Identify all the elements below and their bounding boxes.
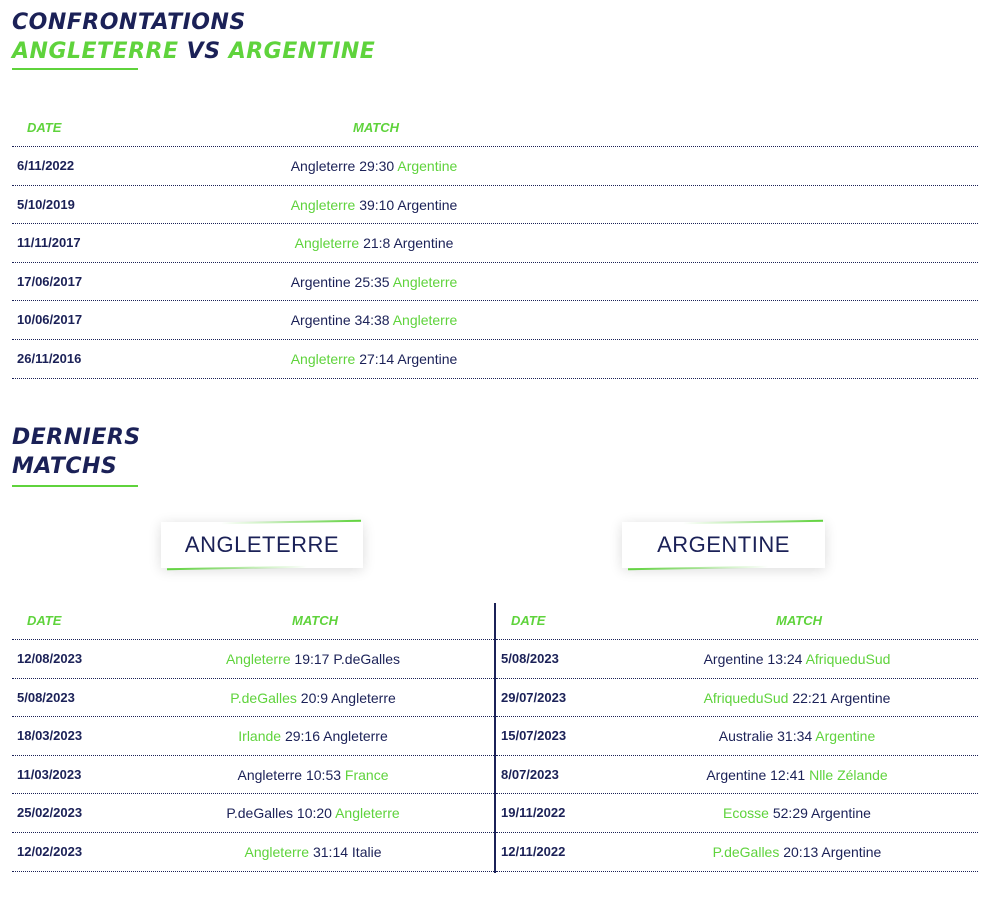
score: 27:14 bbox=[359, 350, 395, 367]
match-result bbox=[245, 833, 382, 871]
match-date: 6/11/2022 bbox=[17, 158, 75, 173]
score: 29:16 bbox=[284, 728, 321, 745]
date-header: DATE bbox=[511, 613, 546, 628]
match-date: 12/02/2023 bbox=[17, 843, 83, 859]
home-team: Argentine bbox=[290, 312, 351, 329]
match-date: 29/07/2023 bbox=[501, 689, 567, 705]
team-name-argentine: ARGENTINE bbox=[657, 532, 790, 557]
table-row bbox=[12, 833, 494, 872]
angleterre-matches-table bbox=[12, 602, 494, 872]
table-body bbox=[12, 147, 978, 379]
derniers-title bbox=[12, 423, 141, 481]
score: 34:38 bbox=[354, 312, 390, 329]
home-team: P.deGalles bbox=[226, 805, 294, 822]
title-vs: VS bbox=[186, 39, 221, 64]
table-row bbox=[12, 794, 494, 833]
table-row bbox=[12, 640, 494, 679]
table-row bbox=[496, 640, 978, 679]
derniers-title-line1: DERNIERS bbox=[12, 425, 141, 450]
match-date: 5/08/2023 bbox=[501, 651, 559, 666]
home-team: Australie bbox=[718, 728, 774, 745]
date-header: DATE bbox=[27, 613, 62, 628]
match-result bbox=[238, 717, 387, 755]
team-name-angleterre: ANGLETERRE bbox=[184, 532, 340, 557]
match-date: 19/11/2022 bbox=[501, 805, 566, 821]
match-date: 12/11/2022 bbox=[501, 843, 566, 859]
score: 19:17 bbox=[294, 651, 330, 667]
home-team: P.deGalles bbox=[230, 689, 297, 706]
away-team: Argentine bbox=[815, 728, 876, 745]
match-date: 12/08/2023 bbox=[17, 651, 83, 666]
match-result bbox=[723, 794, 871, 832]
away-team: Argentine bbox=[811, 805, 871, 822]
card-accent-bottom bbox=[167, 566, 307, 570]
score: 20:13 bbox=[783, 843, 819, 860]
match-result bbox=[238, 756, 389, 794]
table-row bbox=[12, 717, 494, 756]
table-row bbox=[496, 756, 978, 795]
title-team2: ARGENTINE bbox=[228, 39, 376, 64]
away-team: AfriqueduSud bbox=[805, 651, 891, 667]
match-date: 11/03/2023 bbox=[17, 766, 82, 782]
away-team: Nlle Zélande bbox=[809, 766, 888, 783]
match-result bbox=[713, 833, 882, 871]
match-date: 5/08/2023 bbox=[17, 689, 75, 705]
away-team: Angleterre bbox=[392, 273, 458, 290]
table-row bbox=[12, 756, 494, 795]
away-team: Italie bbox=[351, 843, 382, 860]
table-body bbox=[496, 640, 978, 872]
table-row bbox=[496, 679, 978, 718]
match-header: MATCH bbox=[292, 613, 338, 628]
derniers-title-line2: MATCHS bbox=[12, 454, 118, 479]
away-team: Angleterre bbox=[323, 728, 388, 745]
table-header bbox=[12, 602, 494, 640]
home-team: Argentine bbox=[706, 766, 767, 783]
team-card-angleterre bbox=[161, 522, 363, 568]
match-result bbox=[706, 756, 887, 794]
confrontations-title-line1: CONFRONTATIONS bbox=[12, 10, 246, 35]
table-row bbox=[12, 301, 978, 340]
match-result bbox=[291, 263, 458, 301]
table-header bbox=[496, 602, 978, 640]
score: 22:21 bbox=[792, 689, 828, 706]
score: 21:8 bbox=[363, 235, 391, 252]
home-team: Angleterre bbox=[294, 235, 360, 252]
match-result bbox=[291, 186, 458, 224]
table-row bbox=[12, 679, 494, 718]
match-result bbox=[291, 147, 458, 185]
match-result bbox=[295, 224, 454, 262]
score: 25:35 bbox=[354, 273, 390, 290]
home-team: Angleterre bbox=[244, 843, 310, 860]
home-team: P.deGalles bbox=[712, 843, 780, 860]
table-row bbox=[496, 717, 978, 756]
match-date: 17/06/2017 bbox=[17, 273, 83, 289]
match-date: 5/10/2019 bbox=[17, 196, 75, 212]
table-header bbox=[12, 109, 978, 147]
match-date: 11/11/2017 bbox=[17, 235, 81, 251]
score: 31:34 bbox=[777, 728, 813, 745]
away-team: Argentine bbox=[397, 158, 458, 174]
home-team: Ecosse bbox=[723, 805, 769, 822]
confrontations-title-underline bbox=[12, 68, 138, 70]
home-team: AfriqueduSud bbox=[703, 689, 789, 706]
home-team: Argentine bbox=[290, 273, 351, 290]
card-accent-top bbox=[683, 520, 823, 524]
match-result bbox=[291, 340, 458, 378]
table-row bbox=[12, 147, 978, 186]
home-team: Angleterre bbox=[237, 766, 303, 783]
score: 31:14 bbox=[312, 843, 349, 860]
home-team: Angleterre bbox=[290, 350, 356, 367]
match-date: 15/07/2023 bbox=[501, 728, 567, 744]
confrontations-title bbox=[12, 8, 375, 66]
score: 39:10 bbox=[359, 196, 395, 213]
score: 10:53 bbox=[305, 766, 342, 783]
away-team: Argentine bbox=[393, 235, 454, 252]
home-team: Irlande bbox=[238, 728, 282, 745]
match-header: MATCH bbox=[776, 613, 822, 628]
card-accent-bottom bbox=[628, 566, 768, 570]
score: 20:9 bbox=[300, 689, 329, 706]
table-row bbox=[12, 186, 978, 225]
away-team: Argentine bbox=[397, 196, 458, 213]
score: 12:41 bbox=[770, 766, 806, 783]
argentine-matches-table bbox=[496, 602, 978, 872]
score: 52:29 bbox=[772, 805, 808, 822]
match-header: MATCH bbox=[353, 120, 399, 135]
match-result bbox=[704, 640, 891, 678]
table-row bbox=[12, 340, 978, 379]
home-team: Angleterre bbox=[290, 158, 356, 174]
team-card-argentine bbox=[622, 522, 825, 568]
match-result bbox=[291, 301, 458, 339]
card-accent-top bbox=[221, 520, 361, 524]
match-date: 26/11/2016 bbox=[17, 350, 82, 366]
match-result bbox=[226, 640, 400, 678]
match-date: 25/02/2023 bbox=[17, 805, 83, 821]
confrontations-title-line2 bbox=[12, 37, 375, 66]
match-result bbox=[719, 717, 875, 755]
table-row bbox=[12, 224, 978, 263]
score: 29:30 bbox=[359, 158, 395, 174]
match-date: 18/03/2023 bbox=[17, 728, 83, 744]
score: 13:24 bbox=[767, 651, 803, 667]
away-team: Angleterre bbox=[331, 689, 396, 706]
away-team: Argentine bbox=[830, 689, 891, 706]
table-body bbox=[12, 640, 494, 872]
table-row bbox=[496, 833, 978, 872]
home-team: Angleterre bbox=[225, 651, 291, 667]
home-team: Angleterre bbox=[290, 196, 356, 213]
away-team: P.deGalles bbox=[333, 651, 401, 667]
match-result bbox=[230, 679, 396, 717]
table-row bbox=[496, 794, 978, 833]
match-result bbox=[226, 794, 399, 832]
match-date: 10/06/2017 bbox=[17, 312, 83, 328]
home-team: Argentine bbox=[703, 651, 764, 667]
away-team: France bbox=[344, 766, 389, 783]
table-row bbox=[12, 263, 978, 302]
away-team: Argentine bbox=[397, 350, 458, 367]
date-header: DATE bbox=[27, 120, 62, 135]
away-team: Argentine bbox=[821, 843, 882, 860]
away-team: Angleterre bbox=[392, 312, 458, 329]
away-team: Angleterre bbox=[335, 805, 400, 822]
derniers-title-underline bbox=[12, 485, 138, 487]
match-result bbox=[704, 679, 891, 717]
confrontations-table bbox=[12, 109, 978, 379]
title-team1: ANGLETERRE bbox=[12, 39, 179, 64]
match-date: 8/07/2023 bbox=[501, 766, 559, 782]
score: 10:20 bbox=[296, 805, 332, 822]
